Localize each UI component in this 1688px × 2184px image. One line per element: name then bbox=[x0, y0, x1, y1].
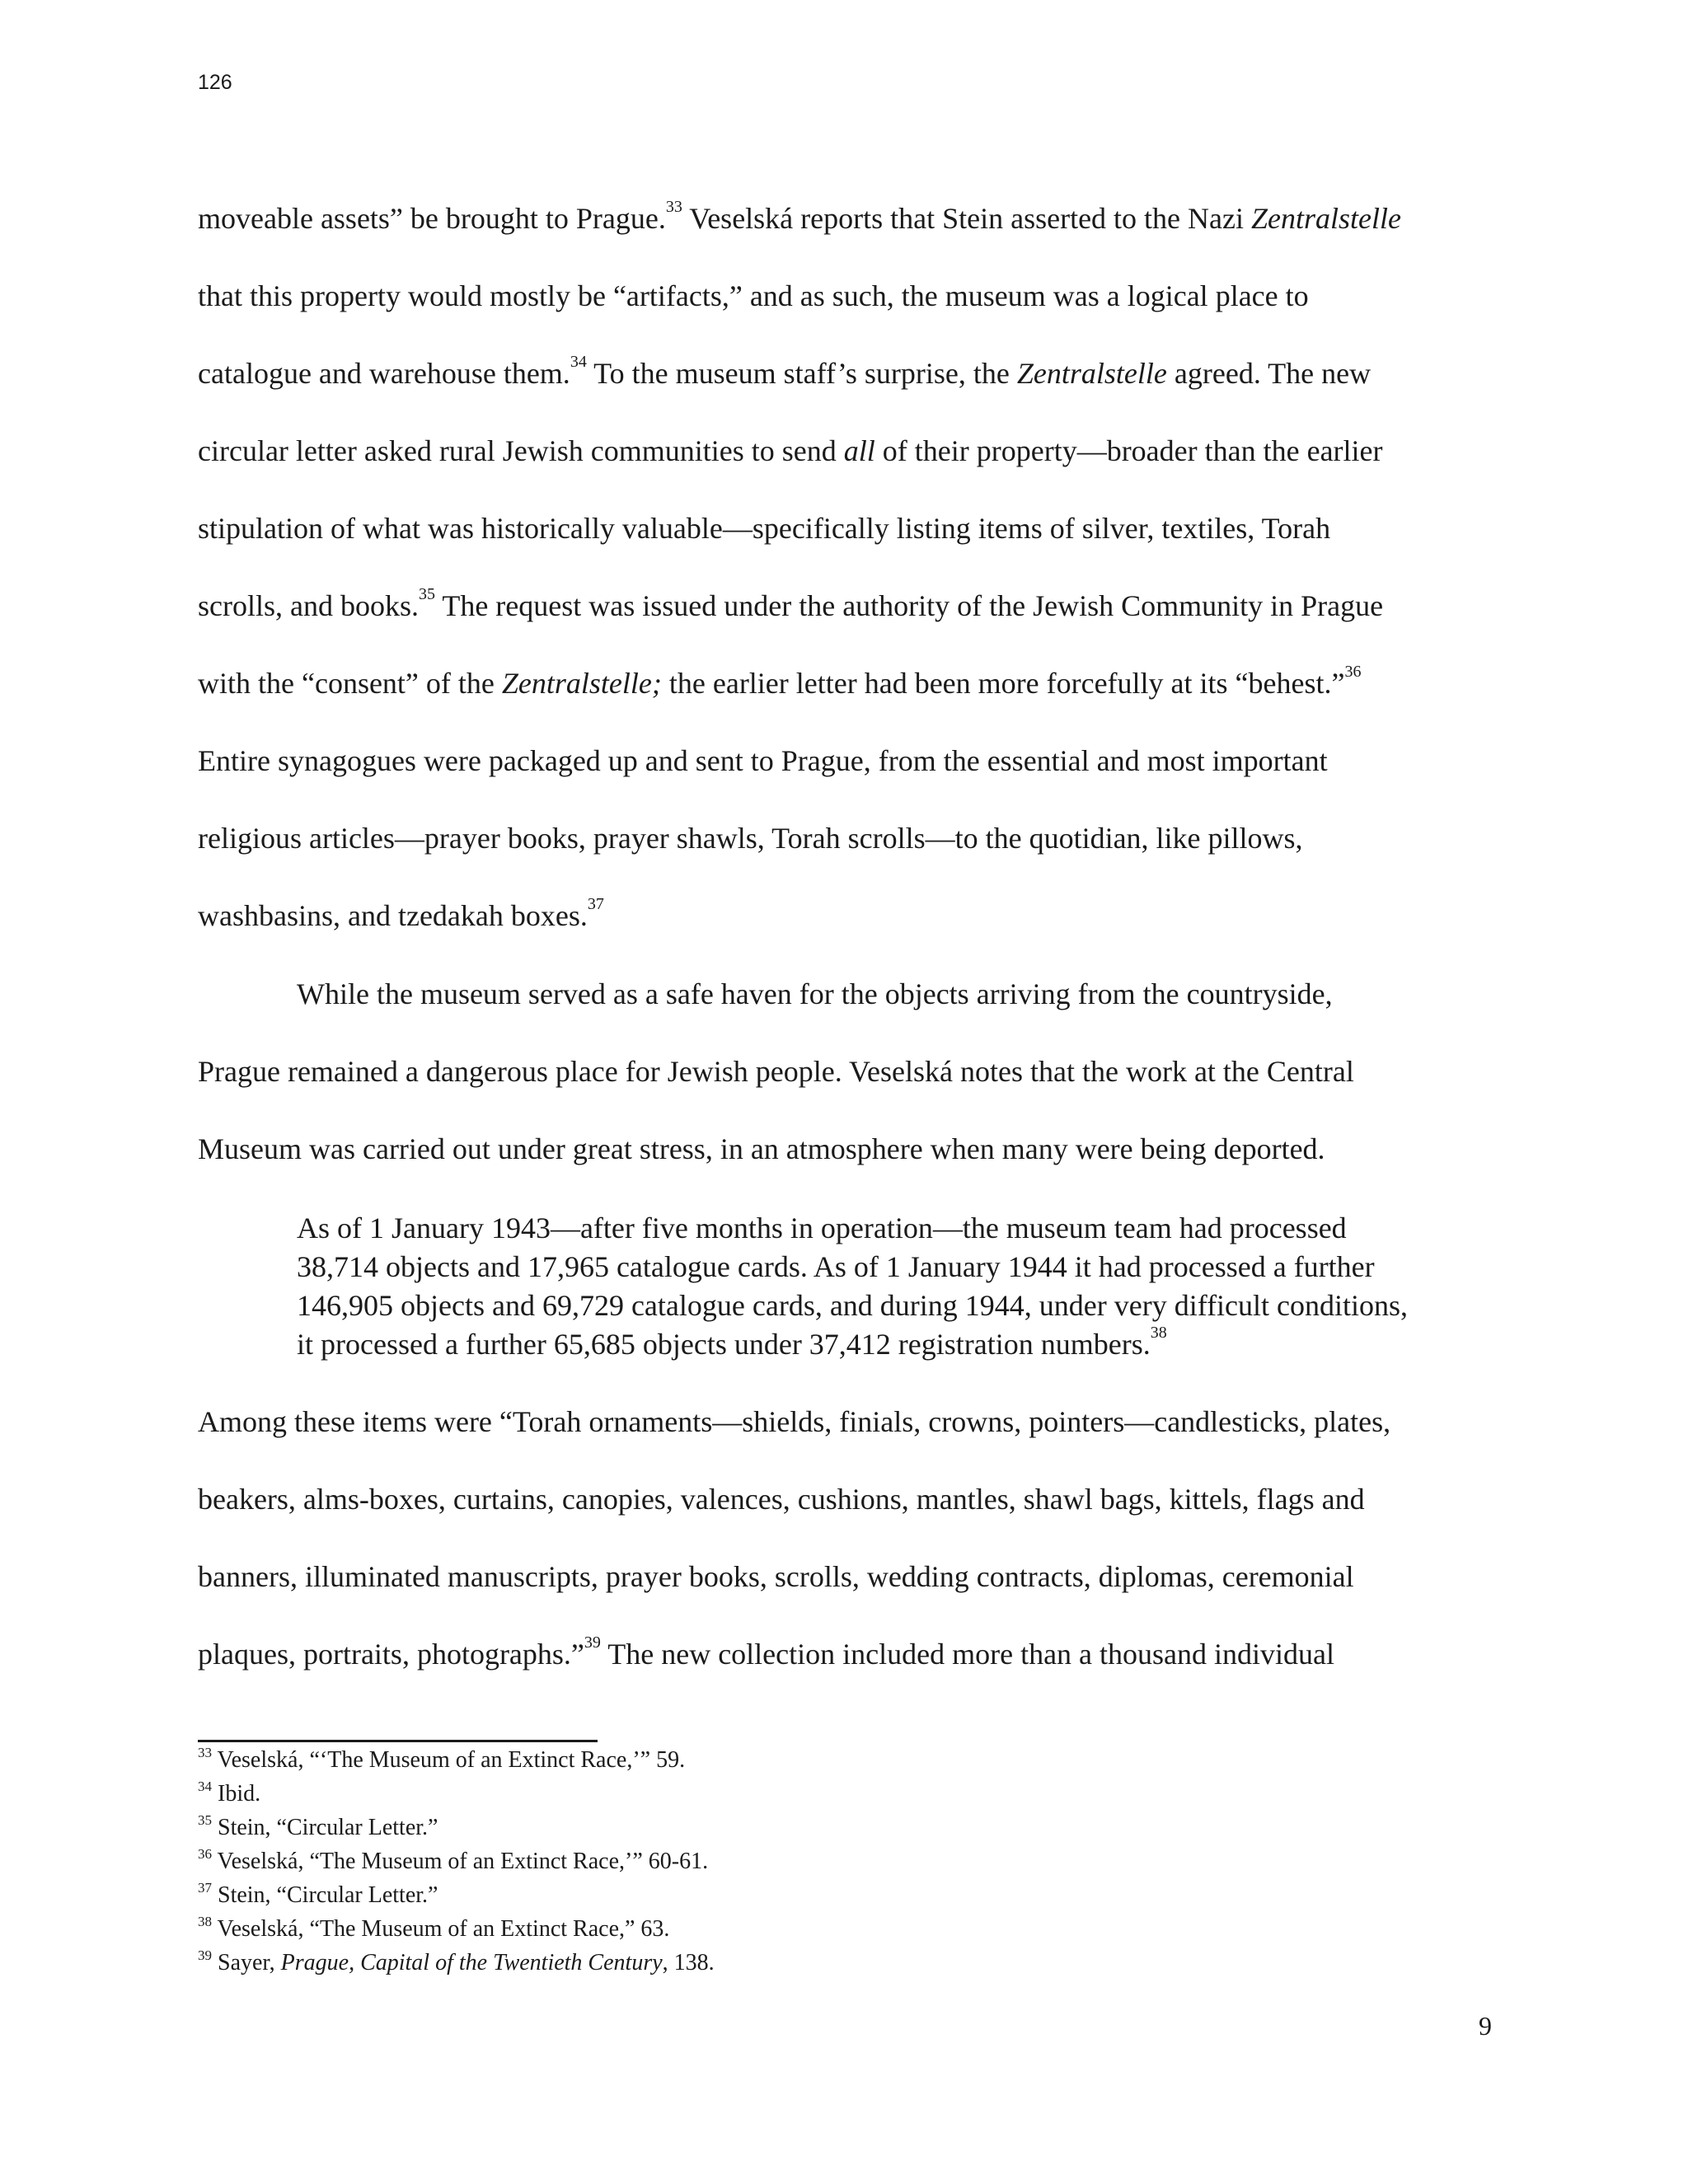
text-line bbox=[198, 1407, 1390, 1436]
text-line bbox=[297, 979, 1333, 1009]
text-run: plaques, portraits, photographs.” bbox=[198, 1638, 584, 1671]
text-run: beakers, alms-boxes, curtains, canopies, valences, cushions, mantles, shawl bags, kittels, flags and bbox=[198, 1483, 1365, 1516]
text-run: Sayer, bbox=[212, 1950, 281, 1975]
text-run: Museum was carried out under great stress, in an atmosphere when many were being deported. bbox=[198, 1132, 1325, 1165]
text-line bbox=[198, 513, 1330, 543]
text-run: Veselská, “‘The Museum of an Extinct Race,’” 59. bbox=[212, 1747, 686, 1773]
footnote-reference: 33 bbox=[665, 198, 682, 216]
italic-text: Zentralstelle bbox=[1016, 357, 1167, 390]
text-run: it processed a further 65,685 objects under 37,412 registration numbers. bbox=[297, 1328, 1151, 1361]
text-run: Among these items were “Torah ornaments—shields, finials, crowns, pointers—candlesticks, plates, bbox=[198, 1405, 1391, 1438]
text-run: While the museum served as a safe haven for the objects arriving from the countryside, bbox=[297, 977, 1333, 1010]
text-run: Veselská, “The Museum of an Extinct Race,” 63. bbox=[212, 1916, 670, 1942]
text-line bbox=[198, 281, 1309, 311]
text-run: Stein, “Circular Letter.” bbox=[212, 1882, 438, 1908]
text-line bbox=[198, 663, 1362, 700]
footnote bbox=[198, 1947, 715, 1975]
text-line bbox=[198, 895, 604, 932]
footnote-reference: 36 bbox=[1344, 663, 1362, 681]
text-run: Stein, “Circular Letter.” bbox=[212, 1815, 438, 1840]
text-run: 146,905 objects and 69,729 catalogue cards, and during 1944, under very difficult conditions, bbox=[297, 1289, 1409, 1322]
block-quote-line bbox=[297, 1324, 1167, 1361]
footnote-reference: 38 bbox=[198, 1914, 212, 1929]
text-run: banners, illuminated manuscripts, prayer books, scrolls, wedding contracts, diplomas, ceremonial bbox=[198, 1560, 1354, 1593]
footnote bbox=[198, 1812, 438, 1840]
text-run: , 138. bbox=[662, 1950, 715, 1975]
text-line bbox=[198, 746, 1328, 776]
footnote-reference: 34 bbox=[570, 353, 587, 371]
text-run: catalogue and warehouse them. bbox=[198, 357, 570, 390]
text-run: Ibid. bbox=[212, 1781, 261, 1807]
footer-page-number: 9 bbox=[1479, 2011, 1492, 2041]
footnote-reference: 37 bbox=[587, 895, 604, 913]
footnote-reference: 36 bbox=[198, 1846, 212, 1862]
footnote-reference: 39 bbox=[198, 1947, 212, 1963]
text-run: that this property would mostly be “artifacts,” and as such, the museum was a logical place to bbox=[198, 279, 1309, 312]
footnote bbox=[198, 1846, 709, 1874]
text-line bbox=[198, 198, 1401, 235]
text-line bbox=[198, 823, 1303, 853]
block-quote-line bbox=[297, 1252, 1375, 1282]
footnote bbox=[198, 1779, 261, 1807]
text-run: As of 1 January 1943—after five months in operation—the museum team had processed bbox=[297, 1212, 1347, 1244]
text-run: Veselská reports that Stein asserted to the Nazi bbox=[682, 202, 1251, 235]
footnote-reference: 39 bbox=[584, 1633, 601, 1652]
text-run: Entire synagogues were packaged up and sent to Prague, from the essential and most important bbox=[198, 744, 1328, 777]
footnote-reference: 38 bbox=[1150, 1324, 1167, 1342]
header-page-number: 126 bbox=[198, 71, 232, 94]
text-line bbox=[198, 1562, 1354, 1591]
text-run: with the “consent” of the bbox=[198, 667, 502, 700]
block-quote-line bbox=[297, 1213, 1347, 1243]
footnote-reference: 33 bbox=[198, 1745, 212, 1760]
italic-text: Prague, Capital of the Twentieth Century bbox=[280, 1950, 663, 1975]
text-run: agreed. The new bbox=[1166, 357, 1372, 390]
text-run: the earlier letter had been more forcefully at its “behest.” bbox=[661, 667, 1345, 700]
text-run: The request was issued under the authority of the Jewish Community in Prague bbox=[434, 589, 1384, 622]
footnote-reference: 35 bbox=[418, 585, 435, 603]
text-run: To the museum staff’s surprise, the bbox=[586, 357, 1017, 390]
text-line bbox=[198, 1484, 1365, 1514]
footnote bbox=[198, 1880, 438, 1908]
text-run: moveable assets” be brought to Prague. bbox=[198, 202, 666, 235]
text-line bbox=[198, 1633, 1335, 1671]
text-line bbox=[198, 1134, 1325, 1164]
text-line bbox=[198, 353, 1372, 390]
text-run: stipulation of what was historically valuable—specifically listing items of silver, textiles, Torah bbox=[198, 512, 1331, 545]
italic-text: Zentralstelle; bbox=[501, 667, 662, 700]
text-line bbox=[198, 585, 1384, 622]
text-run: Prague remained a dangerous place for Jewish people. Veselská notes that the work at the Central bbox=[198, 1055, 1354, 1088]
footnote bbox=[198, 1914, 670, 1942]
footnote-separator bbox=[198, 1740, 598, 1742]
italic-text: all bbox=[843, 434, 875, 467]
text-run: religious articles—prayer books, prayer shawls, Torah scrolls—to the quotidian, like pillows, bbox=[198, 822, 1303, 855]
text-line bbox=[198, 1057, 1354, 1086]
text-run: circular letter asked rural Jewish communities to send bbox=[198, 434, 844, 467]
footnote-reference: 34 bbox=[198, 1779, 212, 1794]
text-run: washbasins, and tzedakah boxes. bbox=[198, 899, 588, 932]
text-run: of their property—broader than the earlier bbox=[874, 434, 1383, 467]
footnote bbox=[198, 1745, 686, 1773]
italic-text: Zentralstelle bbox=[1251, 202, 1401, 235]
text-run: 38,714 objects and 17,965 catalogue cards. As of 1 January 1944 it had processed a further bbox=[297, 1250, 1375, 1283]
footnote-reference: 35 bbox=[198, 1812, 212, 1828]
footnote-reference: 37 bbox=[198, 1880, 212, 1896]
text-run: scrolls, and books. bbox=[198, 589, 419, 622]
text-run: Veselská, “The Museum of an Extinct Race,’” 60-61. bbox=[212, 1849, 709, 1874]
text-line bbox=[198, 436, 1383, 466]
text-run: The new collection included more than a thousand individual bbox=[600, 1638, 1335, 1671]
block-quote-line bbox=[297, 1291, 1408, 1320]
